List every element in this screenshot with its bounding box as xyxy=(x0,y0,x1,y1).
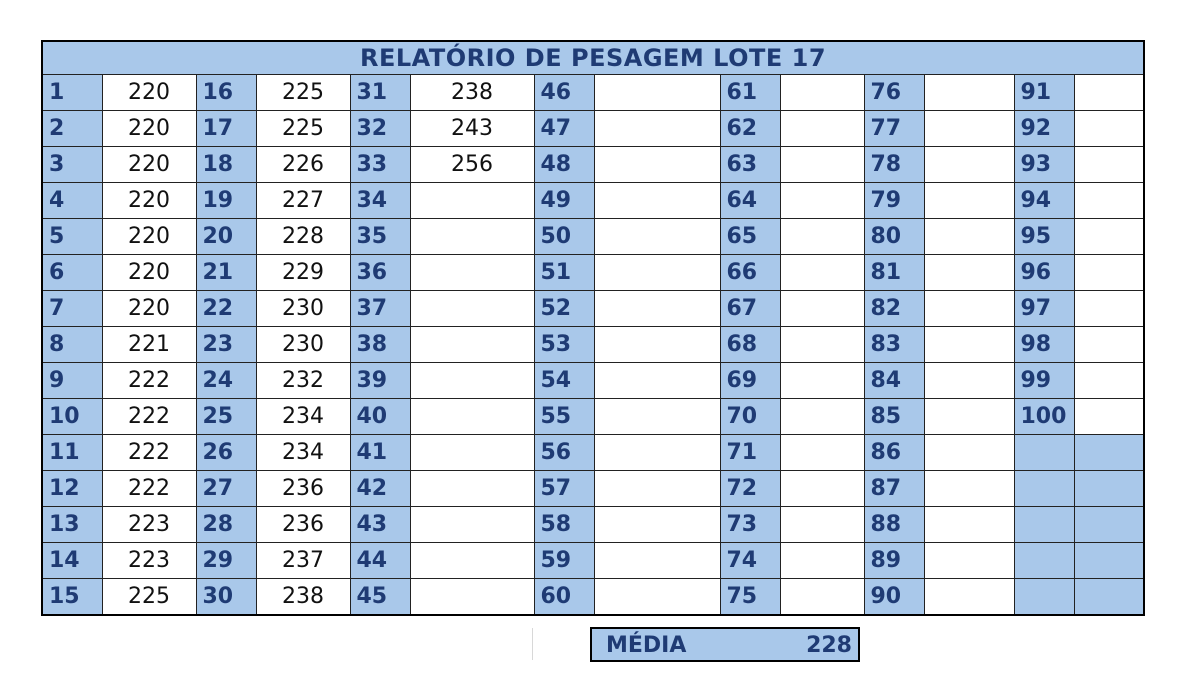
weight-cell xyxy=(1074,399,1144,435)
animal-number-cell: 85 xyxy=(864,399,924,435)
animal-number-cell: 95 xyxy=(1014,219,1074,255)
weighing-report-table xyxy=(41,40,1145,616)
weight-cell: 236 xyxy=(256,471,350,507)
weight-cell: 230 xyxy=(256,327,350,363)
weight-cell: 225 xyxy=(256,111,350,147)
weight-cell xyxy=(924,399,1014,435)
animal-number-cell: 1 xyxy=(42,75,102,111)
animal-number-cell: 61 xyxy=(720,75,780,111)
average-box xyxy=(590,627,860,662)
animal-number-cell: 28 xyxy=(196,507,256,543)
weight-cell xyxy=(780,543,864,579)
animal-number-cell: 16 xyxy=(196,75,256,111)
animal-number-cell: 9 xyxy=(42,363,102,399)
animal-number-cell: 81 xyxy=(864,255,924,291)
report-body xyxy=(42,75,1144,616)
report-title: RELATÓRIO DE PESAGEM LOTE 17 xyxy=(42,41,1144,75)
weight-cell xyxy=(780,255,864,291)
weight-cell xyxy=(594,435,720,471)
weight-cell: 222 xyxy=(102,471,196,507)
animal-number-cell: 4 xyxy=(42,183,102,219)
animal-number-cell: 31 xyxy=(350,75,410,111)
animal-number-cell: 54 xyxy=(534,363,594,399)
weight-cell xyxy=(924,579,1014,616)
weight-cell xyxy=(1074,435,1144,471)
weight-cell: 220 xyxy=(102,147,196,183)
animal-number-cell: 29 xyxy=(196,543,256,579)
animal-number-cell: 66 xyxy=(720,255,780,291)
weight-cell xyxy=(410,291,534,327)
animal-number-cell: 56 xyxy=(534,435,594,471)
animal-number-cell: 24 xyxy=(196,363,256,399)
weight-cell: 226 xyxy=(256,147,350,183)
weight-cell xyxy=(780,399,864,435)
weight-cell: 220 xyxy=(102,111,196,147)
animal-number-cell: 71 xyxy=(720,435,780,471)
animal-number-cell: 75 xyxy=(720,579,780,616)
animal-number-cell: 100 xyxy=(1014,399,1074,435)
animal-number-cell: 94 xyxy=(1014,183,1074,219)
weight-cell xyxy=(1074,327,1144,363)
animal-number-cell xyxy=(1014,471,1074,507)
animal-number-cell: 46 xyxy=(534,75,594,111)
animal-number-cell: 17 xyxy=(196,111,256,147)
animal-number-cell: 57 xyxy=(534,471,594,507)
weight-cell xyxy=(1074,111,1144,147)
animal-number-cell: 69 xyxy=(720,363,780,399)
animal-number-cell: 47 xyxy=(534,111,594,147)
table-row xyxy=(42,399,1144,435)
animal-number-cell: 72 xyxy=(720,471,780,507)
weight-cell xyxy=(410,435,534,471)
animal-number-cell: 48 xyxy=(534,147,594,183)
animal-number-cell: 18 xyxy=(196,147,256,183)
animal-number-cell: 68 xyxy=(720,327,780,363)
animal-number-cell: 70 xyxy=(720,399,780,435)
weight-cell xyxy=(594,543,720,579)
weight-cell xyxy=(924,507,1014,543)
animal-number-cell: 92 xyxy=(1014,111,1074,147)
animal-number-cell: 58 xyxy=(534,507,594,543)
weight-cell xyxy=(410,363,534,399)
animal-number-cell: 52 xyxy=(534,291,594,327)
weight-cell: 236 xyxy=(256,507,350,543)
weight-cell xyxy=(594,291,720,327)
animal-number-cell: 33 xyxy=(350,147,410,183)
animal-number-cell: 5 xyxy=(42,219,102,255)
animal-number-cell: 67 xyxy=(720,291,780,327)
animal-number-cell: 84 xyxy=(864,363,924,399)
animal-number-cell: 50 xyxy=(534,219,594,255)
animal-number-cell: 88 xyxy=(864,507,924,543)
animal-number-cell: 19 xyxy=(196,183,256,219)
animal-number-cell: 78 xyxy=(864,147,924,183)
animal-number-cell: 91 xyxy=(1014,75,1074,111)
animal-number-cell: 39 xyxy=(350,363,410,399)
animal-number-cell: 23 xyxy=(196,327,256,363)
weight-cell xyxy=(1074,471,1144,507)
table-row xyxy=(42,183,1144,219)
animal-number-cell: 21 xyxy=(196,255,256,291)
animal-number-cell: 55 xyxy=(534,399,594,435)
weight-cell xyxy=(924,543,1014,579)
weight-cell xyxy=(924,255,1014,291)
weight-cell xyxy=(594,183,720,219)
animal-number-cell: 43 xyxy=(350,507,410,543)
weight-cell: 228 xyxy=(256,219,350,255)
animal-number-cell: 2 xyxy=(42,111,102,147)
weight-cell xyxy=(1074,579,1144,616)
weight-cell: 227 xyxy=(256,183,350,219)
weight-cell xyxy=(594,111,720,147)
weight-cell: 222 xyxy=(102,399,196,435)
weight-cell xyxy=(924,219,1014,255)
weight-cell: 220 xyxy=(102,291,196,327)
weight-cell xyxy=(780,219,864,255)
weight-cell xyxy=(594,147,720,183)
weight-cell: 220 xyxy=(102,255,196,291)
animal-number-cell: 22 xyxy=(196,291,256,327)
animal-number-cell: 97 xyxy=(1014,291,1074,327)
animal-number-cell: 3 xyxy=(42,147,102,183)
weight-cell xyxy=(410,327,534,363)
weight-cell: 223 xyxy=(102,543,196,579)
weight-cell: 225 xyxy=(256,75,350,111)
weight-cell xyxy=(924,183,1014,219)
animal-number-cell: 37 xyxy=(350,291,410,327)
animal-number-cell: 62 xyxy=(720,111,780,147)
weight-cell xyxy=(410,471,534,507)
weight-cell xyxy=(594,75,720,111)
weight-cell xyxy=(410,219,534,255)
animal-number-cell: 32 xyxy=(350,111,410,147)
weight-cell xyxy=(410,507,534,543)
table-row xyxy=(42,111,1144,147)
animal-number-cell: 96 xyxy=(1014,255,1074,291)
animal-number-cell: 36 xyxy=(350,255,410,291)
animal-number-cell: 51 xyxy=(534,255,594,291)
table-row xyxy=(42,327,1144,363)
average-value: 228 xyxy=(806,633,852,658)
weight-cell xyxy=(1074,255,1144,291)
average-label: MÉDIA xyxy=(606,633,687,658)
animal-number-cell: 40 xyxy=(350,399,410,435)
weight-cell: 222 xyxy=(102,363,196,399)
animal-number-cell: 42 xyxy=(350,471,410,507)
weight-cell xyxy=(780,183,864,219)
weight-cell: 238 xyxy=(256,579,350,616)
table-row xyxy=(42,435,1144,471)
animal-number-cell: 27 xyxy=(196,471,256,507)
animal-number-cell: 38 xyxy=(350,327,410,363)
animal-number-cell: 79 xyxy=(864,183,924,219)
weight-cell xyxy=(780,435,864,471)
animal-number-cell: 74 xyxy=(720,543,780,579)
weight-cell: 256 xyxy=(410,147,534,183)
weight-cell xyxy=(1074,147,1144,183)
weight-cell xyxy=(924,471,1014,507)
weight-cell xyxy=(1074,219,1144,255)
animal-number-cell: 59 xyxy=(534,543,594,579)
weight-cell xyxy=(594,399,720,435)
animal-number-cell: 44 xyxy=(350,543,410,579)
weight-cell xyxy=(780,111,864,147)
weight-cell: 222 xyxy=(102,435,196,471)
animal-number-cell: 82 xyxy=(864,291,924,327)
weight-cell xyxy=(780,579,864,616)
animal-number-cell: 93 xyxy=(1014,147,1074,183)
weight-cell xyxy=(1074,363,1144,399)
animal-number-cell: 45 xyxy=(350,579,410,616)
animal-number-cell: 98 xyxy=(1014,327,1074,363)
weight-cell: 220 xyxy=(102,219,196,255)
animal-number-cell: 90 xyxy=(864,579,924,616)
weight-cell: 232 xyxy=(256,363,350,399)
animal-number-cell: 64 xyxy=(720,183,780,219)
weight-cell xyxy=(780,327,864,363)
weight-cell xyxy=(594,363,720,399)
weight-cell: 234 xyxy=(256,399,350,435)
weight-cell xyxy=(924,75,1014,111)
weight-cell: 234 xyxy=(256,435,350,471)
weight-cell: 221 xyxy=(102,327,196,363)
table-row xyxy=(42,579,1144,616)
weight-cell xyxy=(410,543,534,579)
animal-number-cell: 41 xyxy=(350,435,410,471)
table-row xyxy=(42,291,1144,327)
weight-cell: 237 xyxy=(256,543,350,579)
animal-number-cell: 10 xyxy=(42,399,102,435)
weight-cell xyxy=(594,255,720,291)
animal-number-cell: 15 xyxy=(42,579,102,616)
weight-cell xyxy=(410,399,534,435)
animal-number-cell: 86 xyxy=(864,435,924,471)
table-row xyxy=(42,255,1144,291)
animal-number-cell xyxy=(1014,435,1074,471)
animal-number-cell: 83 xyxy=(864,327,924,363)
animal-number-cell: 53 xyxy=(534,327,594,363)
animal-number-cell: 12 xyxy=(42,471,102,507)
table-row xyxy=(42,219,1144,255)
weight-cell xyxy=(780,291,864,327)
weight-cell: 229 xyxy=(256,255,350,291)
weight-cell xyxy=(594,471,720,507)
animal-number-cell: 30 xyxy=(196,579,256,616)
animal-number-cell: 73 xyxy=(720,507,780,543)
table-row xyxy=(42,507,1144,543)
animal-number-cell: 13 xyxy=(42,507,102,543)
animal-number-cell: 89 xyxy=(864,543,924,579)
weight-cell: 243 xyxy=(410,111,534,147)
weight-cell xyxy=(410,579,534,616)
animal-number-cell: 77 xyxy=(864,111,924,147)
table-row xyxy=(42,75,1144,111)
table-row xyxy=(42,543,1144,579)
weight-cell xyxy=(780,507,864,543)
animal-number-cell: 35 xyxy=(350,219,410,255)
weight-cell xyxy=(780,75,864,111)
animal-number-cell: 6 xyxy=(42,255,102,291)
animal-number-cell: 34 xyxy=(350,183,410,219)
weight-cell: 223 xyxy=(102,507,196,543)
animal-number-cell xyxy=(1014,543,1074,579)
animal-number-cell: 87 xyxy=(864,471,924,507)
animal-number-cell: 25 xyxy=(196,399,256,435)
weight-cell xyxy=(924,327,1014,363)
animal-number-cell: 11 xyxy=(42,435,102,471)
table-row xyxy=(42,471,1144,507)
weight-cell xyxy=(594,579,720,616)
weight-cell xyxy=(594,507,720,543)
weight-cell xyxy=(1074,507,1144,543)
weight-cell: 238 xyxy=(410,75,534,111)
divider-line xyxy=(532,628,533,660)
weight-cell xyxy=(594,219,720,255)
animal-number-cell: 80 xyxy=(864,219,924,255)
table-row xyxy=(42,147,1144,183)
weight-cell xyxy=(924,435,1014,471)
weight-cell xyxy=(1074,75,1144,111)
animal-number-cell xyxy=(1014,579,1074,616)
weight-cell xyxy=(924,291,1014,327)
animal-number-cell: 65 xyxy=(720,219,780,255)
animal-number-cell: 63 xyxy=(720,147,780,183)
animal-number-cell: 7 xyxy=(42,291,102,327)
weight-cell xyxy=(410,183,534,219)
animal-number-cell: 76 xyxy=(864,75,924,111)
animal-number-cell xyxy=(1014,507,1074,543)
weight-cell xyxy=(1074,183,1144,219)
weight-cell xyxy=(410,255,534,291)
weight-cell xyxy=(780,363,864,399)
weight-cell xyxy=(594,327,720,363)
weight-cell xyxy=(924,363,1014,399)
weight-cell xyxy=(780,147,864,183)
animal-number-cell: 14 xyxy=(42,543,102,579)
weight-cell xyxy=(924,147,1014,183)
animal-number-cell: 99 xyxy=(1014,363,1074,399)
weight-cell: 220 xyxy=(102,75,196,111)
weight-cell xyxy=(924,111,1014,147)
animal-number-cell: 8 xyxy=(42,327,102,363)
animal-number-cell: 60 xyxy=(534,579,594,616)
weight-cell: 225 xyxy=(102,579,196,616)
weight-cell xyxy=(1074,291,1144,327)
animal-number-cell: 49 xyxy=(534,183,594,219)
weight-cell xyxy=(780,471,864,507)
weight-cell: 220 xyxy=(102,183,196,219)
animal-number-cell: 26 xyxy=(196,435,256,471)
animal-number-cell: 20 xyxy=(196,219,256,255)
table-row xyxy=(42,363,1144,399)
weight-cell: 230 xyxy=(256,291,350,327)
weight-cell xyxy=(1074,543,1144,579)
